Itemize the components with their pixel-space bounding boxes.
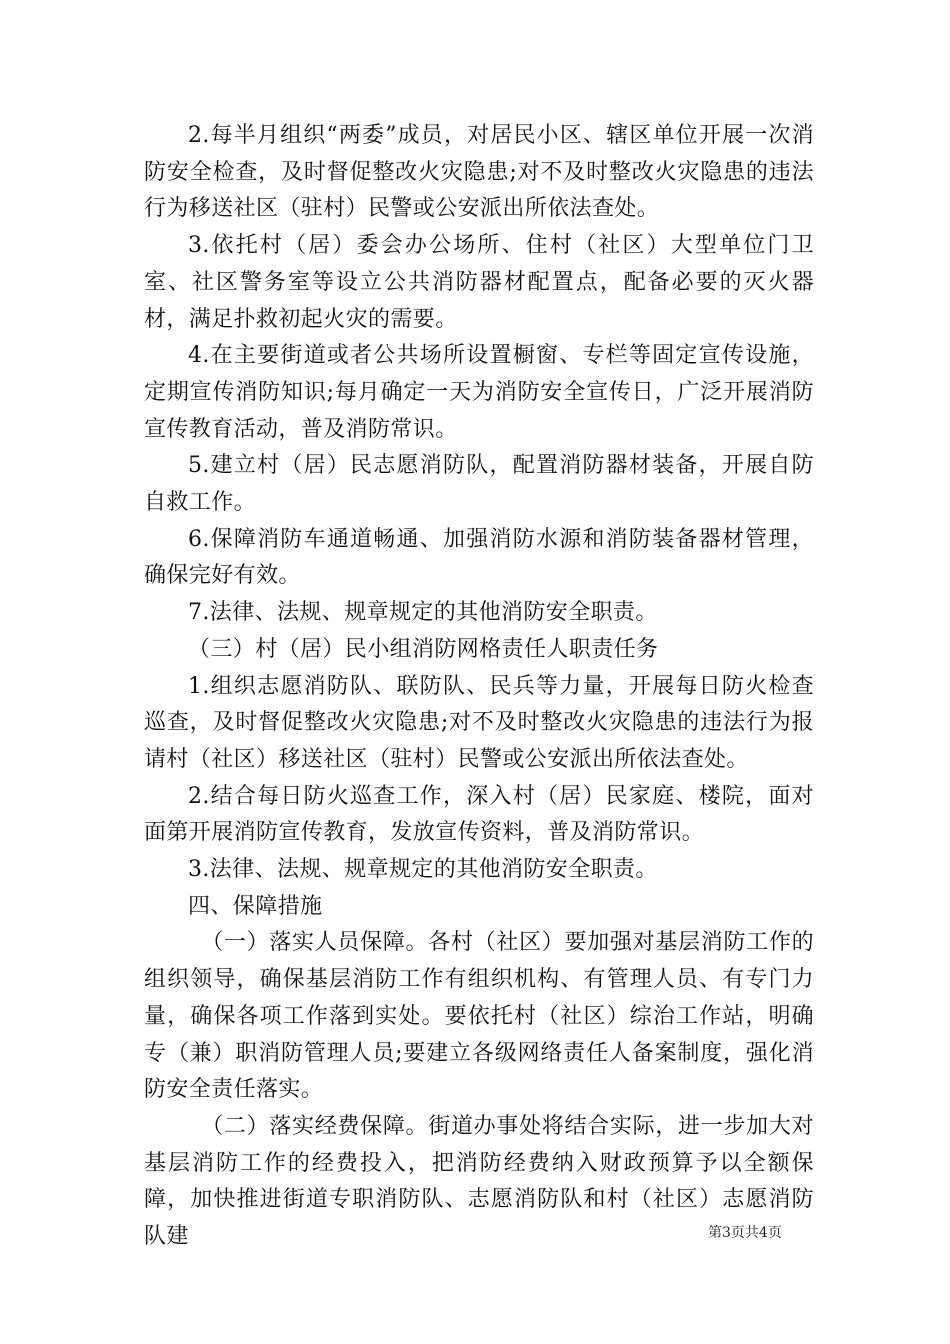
paragraph-item-5: 5.建立村（居）民志愿消防队，配置消防器材装备，开展自防自救工作。: [144, 453, 814, 516]
paragraph-group-item-3: 3.法律、法规、规章规定的其他消防安全职责。: [188, 857, 658, 883]
section-heading-group-duties: （三）村（居）民小组消防网格责任人职责任务: [188, 636, 659, 662]
paragraph-item-4: 4.在主要街道或者公共场所设置橱窗、专栏等固定宣传设施，定期宣传消防知识;每月确定一天为消防安全宣传日，广泛开展消防宣传教育活动，普及消防常识。: [144, 343, 814, 442]
paragraph-item-6: 6.保障消防车通道畅通、加强消防水源和消防装备器材管理，确保完好有效。: [144, 526, 814, 589]
paragraph-personnel-guarantee: （一）落实人员保障。各村（社区）要加强对基层消防工作的组织领导，确保基层消防工作有组织机构、有管理人员、有专门力量，确保各项工作落到实处。要依托村（社区）综治工作站，明确专（兼）职消防管理人员;要建立各级网络责任人备案制度，强化消防安全责任落实。: [144, 930, 814, 1103]
paragraph-item-7: 7.法律、法规、规章规定的其他消防安全职责。: [188, 600, 658, 626]
paragraph-group-item-1: 1.组织志愿消防队、联防队、民兵等力量，开展每日防火检查巡查，及时督促整改火灾隐患;对不及时整改火灾隐患的违法行为报请村（社区）移送社区（驻村）民警或公安派出所依法查处。: [144, 673, 814, 772]
paragraph-funding-guarantee: （二）落实经费保障。街道办事处将结合实际，进一步加大对基层消防工作的经费投入，把消防经费纳入财政预算予以全额保障，加快推进街道专职消防队、志愿消防队和村（社区）志愿消防队建: [144, 1113, 814, 1250]
paragraph-item-2: 2.每半月组织“两委”成员，对居民小区、辖区单位开展一次消防安全检查，及时督促整改火灾隐患;对不及时整改火灾隐患的违法行为移送社区（驻村）民警或公安派出所依法查处。: [144, 123, 814, 222]
section-heading-safeguards: 四、保障措施: [188, 893, 323, 919]
document-body: [144, 118, 814, 1256]
paragraph-item-3: 3.依托村（居）委会办公场所、住村（社区）大型单位门卫室、社区警务室等设立公共消防器材配置点，配备必要的灭火器材，满足扑救初起火灾的需要。: [144, 233, 814, 332]
paragraph-group-item-2: 2.结合每日防火巡查工作，深入村（居）民家庭、楼院，面对面第开展消防宣传教育，发放宣传资料，普及消防常识。: [144, 783, 814, 846]
page-number-footer: 第3页共4页: [708, 1225, 782, 1241]
